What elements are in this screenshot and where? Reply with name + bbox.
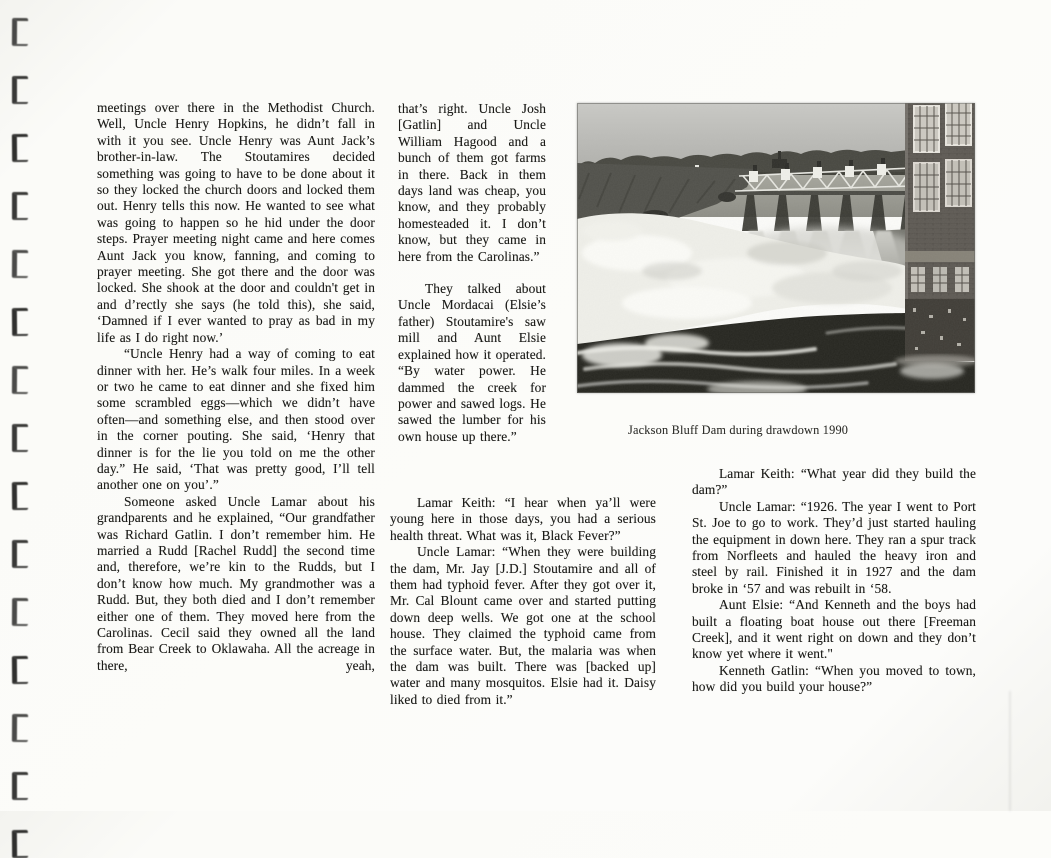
page-edge-shadow xyxy=(1009,691,1011,811)
binding-hole-icon xyxy=(12,18,28,46)
paragraph: They talked about Uncle Mordacai (Elsie’s father) Stoutamire's saw mill and Aunt Elsie explained how it operated. “By water power. He dammed the creek for power and sawed logs. He sawed the lumber for his own house up there.” xyxy=(398,281,546,444)
binding-hole-icon xyxy=(12,192,28,220)
text-column-right xyxy=(692,466,976,696)
spiral-binding xyxy=(12,18,28,858)
text-column-left xyxy=(97,100,375,674)
binding-hole-icon xyxy=(12,830,28,858)
binding-hole-icon xyxy=(12,540,28,568)
binding-hole-icon xyxy=(12,250,28,278)
paragraph: meetings over there in the Methodist Church. Well, Uncle Henry Hopkins, he didn’t fall in with it you see. Uncle Henry was Aunt Jack’s brother-in-law. The Stoutamires decided something was going to have to be done about it so they locked the church doors and locked them out. Henry tells this now. He wanted to see what was going to happen so he hid under the door steps. Prayer meeting night came and here comes Aunt Jack you know, fanning, and coming to prayer meeting. She got there and the door was locked. She shook at the door and couldn't get in and d’rectly she says (he told this), she said, ‘Damned if I ever wanted to pray as bad in my life as I do right now.’ xyxy=(97,100,375,345)
paragraph: Someone asked Uncle Lamar about his grandparents and he explained, “Our grandfather was Richard Gatlin. I don’t remember him. He married a Rudd [Rachel Rudd] the second time and, therefore, we’re kin to the Rudds, but I don’t know how much. My grandmother was a Rudd. But, they both died and I don’t remember either one of them. They moved here from the Carolinas. Cecil said they owned all the land from Bear Creek to Oklawaha. All the acreage in there, yeah, xyxy=(97,493,375,673)
binding-hole-icon xyxy=(12,772,28,800)
paragraph: that’s right. Uncle Josh [Gatlin] and Uncle William Hagood and a bunch of them got farms in there. Back in them days land was cheap, you know, and they probably homesteaded it. I don’t know, but they came in here from the Carolinas.” xyxy=(398,101,546,264)
binding-hole-icon xyxy=(12,424,28,452)
binding-hole-icon xyxy=(12,134,28,162)
paragraph: Uncle Lamar: “1926. The year I went to Port St. Joe to go to work. They’d just started hauling the equipment in down here. They ran a spur track from Norfleets and hauled the heavy iron and steel by rail. Finished it in 1927 and the dam broke in ‘57 and was rebuilt in ‘58. xyxy=(692,498,976,596)
text-column-middle-upper xyxy=(398,101,546,445)
photo-caption: Jackson Bluff Dam during drawdown 1990 xyxy=(628,423,849,437)
paragraph: Kenneth Gatlin: “When you moved to town, how did you build your house?” xyxy=(692,662,976,695)
text-column-middle-lower xyxy=(390,495,656,708)
paragraph: Lamar Keith: “What year did they build the dam?” xyxy=(692,466,976,498)
binding-hole-icon xyxy=(12,482,28,510)
binding-hole-icon xyxy=(12,714,28,742)
paragraph: Uncle Lamar: “When they were building the dam, Mr. Jay [J.D.] Stoutamire and all of them had typhoid fever. After they got over it, Mr. Cal Blount came over and started putting down deep wells. We got one at the school house. They claimed the typhoid came from the surface water. But, the malaria was when the dam was built. There was [backed up] water and many mosquitos. Elsie had it. Daisy liked to died from it.” xyxy=(390,544,656,707)
dam-photo xyxy=(577,103,975,393)
binding-hole-icon xyxy=(12,656,28,684)
paragraph: Lamar Keith: “I hear when ya’ll were young here in those days, you had a serious health threat. What was it, Black Fever?” xyxy=(390,495,656,543)
binding-hole-icon xyxy=(12,366,28,394)
binding-hole-icon xyxy=(12,308,28,336)
binding-hole-icon xyxy=(12,76,28,104)
paragraph: “Uncle Henry had a way of coming to eat dinner with her. He’s walk four miles. In a week or two he came to eat dinner and she fixed him some scrambled eggs—which we didn’t have often—and something else, and then stood over in the corner pouting. She said, ‘Henry that dinner is for the lie you told on me the other day.” He said, ‘That was pretty good, I’ll tell another one on you’.” xyxy=(97,346,375,493)
paragraph: Aunt Elsie: “And Kenneth and the boys had built a floating boat house out there [Freeman Creek], and it went right on down and they don’t know yet where it went." xyxy=(692,597,976,662)
binding-hole-icon xyxy=(12,598,28,626)
